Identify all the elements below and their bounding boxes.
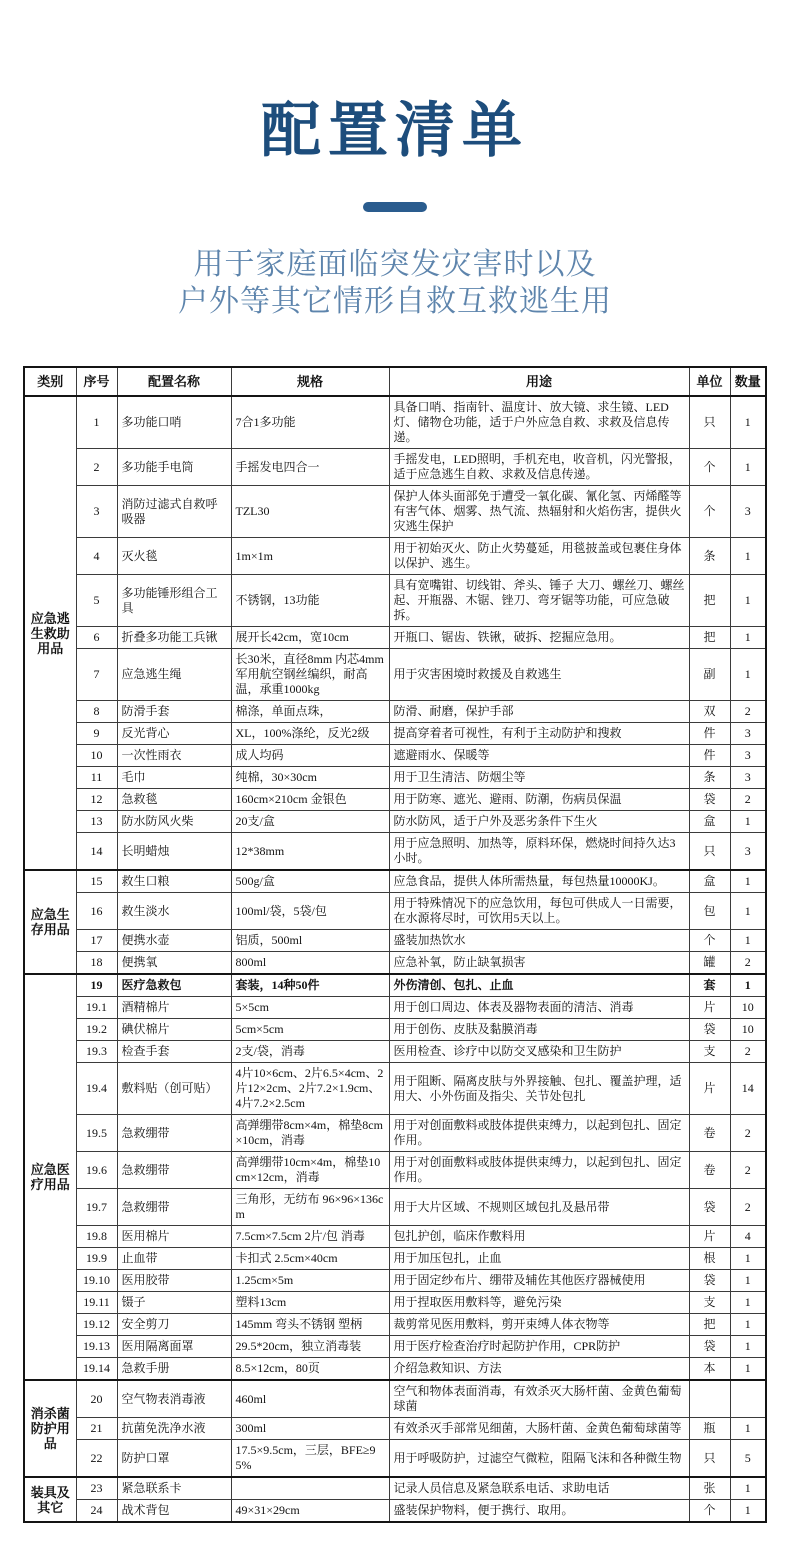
- cell-number: 19.8: [76, 1226, 117, 1248]
- cell-unit: 只: [689, 1440, 730, 1478]
- cell-unit: 袋: [689, 1019, 730, 1041]
- cell-item-name: 医疗急救包: [117, 974, 231, 997]
- cell-unit: 袋: [689, 1270, 730, 1292]
- cell-spec: 不锈钢，13功能: [231, 575, 389, 627]
- cell-purpose: 防水防风，适于户外及恶劣条件下生火: [389, 811, 689, 833]
- cell-quantity: 14: [730, 1063, 766, 1115]
- cell-purpose: 用于卫生清洁、防烟尘等: [389, 767, 689, 789]
- table-row: [24, 1115, 766, 1152]
- cell-spec: 100ml/袋，5袋/包: [231, 893, 389, 930]
- cell-spec: 套装，14种50件: [231, 974, 389, 997]
- cell-purpose: 用于对创面敷料或肢体提供束缚力，以起到包扎、固定作用。: [389, 1152, 689, 1189]
- category-cell: 装具及其它: [24, 1477, 76, 1522]
- cell-spec: 手摇发电四合一: [231, 449, 389, 486]
- cell-unit: 支: [689, 1041, 730, 1063]
- cell-purpose: 防滑、耐磨，保护手部: [389, 701, 689, 723]
- cell-spec: 460ml: [231, 1380, 389, 1418]
- cell-item-name: 医用棉片: [117, 1226, 231, 1248]
- table-row: [24, 486, 766, 538]
- cell-unit: 个: [689, 1500, 730, 1523]
- cell-item-name: 空气物表消毒液: [117, 1380, 231, 1418]
- cell-item-name: 毛巾: [117, 767, 231, 789]
- table-row: [24, 1418, 766, 1440]
- cell-unit: 盒: [689, 870, 730, 893]
- cell-item-name: 折叠多功能工兵锹: [117, 627, 231, 649]
- cell-number: 19.1: [76, 997, 117, 1019]
- cell-number: 18: [76, 952, 117, 975]
- cell-quantity: 1: [730, 575, 766, 627]
- cell-purpose: 包扎护创，临床作敷料用: [389, 1226, 689, 1248]
- cell-number: 2: [76, 449, 117, 486]
- cell-item-name: 急救绷带: [117, 1152, 231, 1189]
- table-row: [24, 811, 766, 833]
- table-row: [24, 1440, 766, 1478]
- cell-unit: 双: [689, 701, 730, 723]
- table-row: [24, 974, 766, 997]
- cell-spec: 49×31×29cm: [231, 1500, 389, 1523]
- cell-unit: 罐: [689, 952, 730, 975]
- header-section: [0, 0, 790, 320]
- cell-quantity: 2: [730, 789, 766, 811]
- cell-unit: 袋: [689, 1189, 730, 1226]
- table-row: [24, 930, 766, 952]
- cell-quantity: 2: [730, 1115, 766, 1152]
- cell-item-name: 防护口罩: [117, 1440, 231, 1478]
- cell-purpose: 盛装保护物料，便于携行、取用。: [389, 1500, 689, 1523]
- cell-item-name: 防滑手套: [117, 701, 231, 723]
- cell-item-name: 便携氧: [117, 952, 231, 975]
- cell-purpose: 保护人体头面部免于遭受一氧化碳、氰化氢、丙烯醛等有害气体、烟雾、热气流、热辐射和火焰伤害，提供火灾逃生保护: [389, 486, 689, 538]
- cell-item-name: 急救毯: [117, 789, 231, 811]
- cell-number: 19.11: [76, 1292, 117, 1314]
- cell-number: 11: [76, 767, 117, 789]
- cell-unit: 卷: [689, 1152, 730, 1189]
- cell-unit: 盒: [689, 811, 730, 833]
- cell-number: 13: [76, 811, 117, 833]
- cell-item-name: 多功能口哨: [117, 396, 231, 449]
- cell-unit: 袋: [689, 789, 730, 811]
- cell-purpose: 应急食品，提供人体所需热量，每包热量10000KJ。: [389, 870, 689, 893]
- cell-unit: 支: [689, 1292, 730, 1314]
- cell-purpose: 用于捏取医用敷料等，避免污染: [389, 1292, 689, 1314]
- cell-spec: XL，100%涤纶，反光2级: [231, 723, 389, 745]
- column-header-5: 用途: [389, 367, 689, 396]
- cell-purpose: 介绍急救知识、方法: [389, 1358, 689, 1381]
- cell-spec: TZL30: [231, 486, 389, 538]
- cell-number: 19.4: [76, 1063, 117, 1115]
- cell-purpose: 用于固定纱布片、绷带及辅佐其他医疗器械使用: [389, 1270, 689, 1292]
- cell-number: 19.13: [76, 1336, 117, 1358]
- table-row: [24, 701, 766, 723]
- cell-purpose: 手摇发电，LED照明，手机充电，收音机，闪光警报，适于应急逃生自救、求救及信息传递。: [389, 449, 689, 486]
- cell-quantity: 4: [730, 1226, 766, 1248]
- title-divider: [363, 202, 427, 212]
- cell-purpose: 医用检查、诊疗中以防交叉感染和卫生防护: [389, 1041, 689, 1063]
- cell-number: 21: [76, 1418, 117, 1440]
- cell-number: 3: [76, 486, 117, 538]
- cell-spec: 20支/盒: [231, 811, 389, 833]
- cell-purpose: 盛装加热饮水: [389, 930, 689, 952]
- cell-unit: 袋: [689, 1336, 730, 1358]
- cell-unit: 个: [689, 449, 730, 486]
- cell-quantity: 3: [730, 745, 766, 767]
- cell-spec: 300ml: [231, 1418, 389, 1440]
- cell-quantity: 2: [730, 952, 766, 975]
- cell-spec: [231, 1477, 389, 1500]
- table-header-row: [24, 367, 766, 396]
- cell-item-name: 止血带: [117, 1248, 231, 1270]
- table-row: [24, 1292, 766, 1314]
- cell-item-name: 医用胶带: [117, 1270, 231, 1292]
- table-row: [24, 1248, 766, 1270]
- cell-quantity: 1: [730, 649, 766, 701]
- cell-quantity: 1: [730, 1500, 766, 1523]
- table-row: [24, 1041, 766, 1063]
- cell-purpose: 记录人员信息及紧急联系电话、求助电话: [389, 1477, 689, 1500]
- cell-item-name: 急救绷带: [117, 1189, 231, 1226]
- cell-unit: 包: [689, 893, 730, 930]
- cell-quantity: 1: [730, 1358, 766, 1381]
- cell-purpose: 用于阻断、隔离皮肤与外界接触、包扎、覆盖护理，适用大、小外伤面及指尖、关节处包扎: [389, 1063, 689, 1115]
- cell-item-name: 安全剪刀: [117, 1314, 231, 1336]
- cell-item-name: 救生口粮: [117, 870, 231, 893]
- cell-number: 19.14: [76, 1358, 117, 1381]
- cell-item-name: 一次性雨衣: [117, 745, 231, 767]
- cell-unit: 根: [689, 1248, 730, 1270]
- cell-spec: 棉涤，单面点珠，: [231, 701, 389, 723]
- cell-spec: 长30米，直径8mm 内芯4mm军用航空钢丝编织，耐高温，承重1000kg: [231, 649, 389, 701]
- cell-purpose: 用于对创面敷料或肢体提供束缚力，以起到包扎、固定作用。: [389, 1115, 689, 1152]
- cell-purpose: 开瓶口、锯齿、铁锹，破拆、挖掘应急用。: [389, 627, 689, 649]
- table-row: [24, 1063, 766, 1115]
- cell-quantity: 1: [730, 1477, 766, 1500]
- cell-quantity: 1: [730, 930, 766, 952]
- column-header-3: 配置名称: [117, 367, 231, 396]
- cell-unit: 瓶: [689, 1418, 730, 1440]
- cell-quantity: 1: [730, 538, 766, 575]
- cell-item-name: 紧急联系卡: [117, 1477, 231, 1500]
- cell-quantity: 5: [730, 1440, 766, 1478]
- cell-number: 24: [76, 1500, 117, 1523]
- cell-item-name: 防水防风火柴: [117, 811, 231, 833]
- table-row: [24, 1226, 766, 1248]
- cell-spec: 145mm 弯头不锈钢 塑柄: [231, 1314, 389, 1336]
- cell-number: 8: [76, 701, 117, 723]
- category-cell: 应急生存用品: [24, 870, 76, 974]
- cell-item-name: 反光背心: [117, 723, 231, 745]
- cell-number: 23: [76, 1477, 117, 1500]
- cell-spec: 1.25cm×5m: [231, 1270, 389, 1292]
- table-row: [24, 1500, 766, 1523]
- table-row: [24, 870, 766, 893]
- cell-quantity: 1: [730, 449, 766, 486]
- cell-number: 19.6: [76, 1152, 117, 1189]
- table-row: [24, 1314, 766, 1336]
- cell-quantity: 1: [730, 1314, 766, 1336]
- cell-purpose: 用于灾害困境时救援及自救逃生: [389, 649, 689, 701]
- cell-number: 19.7: [76, 1189, 117, 1226]
- cell-number: 10: [76, 745, 117, 767]
- cell-quantity: 1: [730, 974, 766, 997]
- cell-number: 19.2: [76, 1019, 117, 1041]
- column-header-7: 数量: [730, 367, 766, 396]
- cell-purpose: 空气和物体表面消毒，有效杀灭大肠杆菌、金黄色葡萄球菌: [389, 1380, 689, 1418]
- cell-spec: 160cm×210cm 金银色: [231, 789, 389, 811]
- cell-unit: 片: [689, 997, 730, 1019]
- cell-spec: 展开长42cm，宽10cm: [231, 627, 389, 649]
- cell-spec: 卡扣式 2.5cm×40cm: [231, 1248, 389, 1270]
- cell-spec: 7合1多功能: [231, 396, 389, 449]
- cell-purpose: 有效杀灭手部常见细菌，大肠杆菌、金黄色葡萄球菌等: [389, 1418, 689, 1440]
- table-row: [24, 745, 766, 767]
- cell-spec: 5cm×5cm: [231, 1019, 389, 1041]
- cell-purpose: 具备口哨、指南针、温度计、放大镜、求生镜、LED灯、储物仓功能，适于户外应急自救、求救及信息传递。: [389, 396, 689, 449]
- cell-unit: 片: [689, 1063, 730, 1115]
- cell-quantity: 2: [730, 1041, 766, 1063]
- cell-unit: 只: [689, 396, 730, 449]
- cell-purpose: 外伤清创、包扎、止血: [389, 974, 689, 997]
- table-row: [24, 1270, 766, 1292]
- cell-item-name: 急救绷带: [117, 1115, 231, 1152]
- cell-item-name: 多功能手电筒: [117, 449, 231, 486]
- cell-purpose: 遮避雨水、保暖等: [389, 745, 689, 767]
- cell-item-name: 长明蜡烛: [117, 833, 231, 871]
- cell-spec: 4片10×6cm、2片6.5×4cm、2片12×2cm、2片7.2×1.9cm、4片7.2×2.5cm: [231, 1063, 389, 1115]
- cell-spec: 2支/袋，消毒: [231, 1041, 389, 1063]
- table-row: [24, 1380, 766, 1418]
- cell-unit: 把: [689, 1314, 730, 1336]
- cell-spec: 7.5cm×7.5cm 2片/包 消毒: [231, 1226, 389, 1248]
- column-header-6: 单位: [689, 367, 730, 396]
- category-cell: 消杀菌防护用品: [24, 1380, 76, 1477]
- category-cell: 应急逃生救助用品: [24, 396, 76, 870]
- table-row: [24, 893, 766, 930]
- cell-unit: 把: [689, 575, 730, 627]
- cell-purpose: 裁剪常见医用敷料，剪开束缚人体衣物等: [389, 1314, 689, 1336]
- cell-quantity: 10: [730, 1019, 766, 1041]
- table-row: [24, 1336, 766, 1358]
- cell-unit: 只: [689, 833, 730, 871]
- table-body: [24, 396, 766, 1522]
- cell-item-name: 医用隔离面罩: [117, 1336, 231, 1358]
- page-title: 配置清单: [261, 97, 529, 164]
- cell-quantity: 1: [730, 893, 766, 930]
- cell-number: 1: [76, 396, 117, 449]
- cell-number: 16: [76, 893, 117, 930]
- cell-number: 19: [76, 974, 117, 997]
- cell-purpose: 用于大片区域、不规则区域包扎及悬吊带: [389, 1189, 689, 1226]
- cell-quantity: 10: [730, 997, 766, 1019]
- cell-quantity: 1: [730, 1336, 766, 1358]
- cell-purpose: 用于医疗检查治疗时起防护作用，CPR防护: [389, 1336, 689, 1358]
- cell-quantity: 2: [730, 1152, 766, 1189]
- cell-purpose: 用于创口周边、体表及器物表面的清洁、消毒: [389, 997, 689, 1019]
- cell-number: 19.5: [76, 1115, 117, 1152]
- cell-purpose: 提高穿着者可视性，有利于主动防护和搜救: [389, 723, 689, 745]
- category-cell: 应急医疗用品: [24, 974, 76, 1380]
- cell-item-name: 战术背包: [117, 1500, 231, 1523]
- cell-quantity: 3: [730, 486, 766, 538]
- cell-number: 7: [76, 649, 117, 701]
- cell-purpose: 应急补氧，防止缺氧损害: [389, 952, 689, 975]
- cell-item-name: 灭火毯: [117, 538, 231, 575]
- table-row: [24, 449, 766, 486]
- cell-spec: 纯棉，30×30cm: [231, 767, 389, 789]
- cell-quantity: 1: [730, 870, 766, 893]
- cell-number: 19.9: [76, 1248, 117, 1270]
- cell-spec: 29.5*20cm，独立消毒装: [231, 1336, 389, 1358]
- column-header-4: 规格: [231, 367, 389, 396]
- cell-purpose: 用于创伤、皮肤及黏膜消毒: [389, 1019, 689, 1041]
- cell-purpose: 用于防寒、遮光、避雨、防潮，伤病员保温: [389, 789, 689, 811]
- cell-item-name: 急救手册: [117, 1358, 231, 1381]
- cell-unit: 本: [689, 1358, 730, 1381]
- cell-spec: 1m×1m: [231, 538, 389, 575]
- cell-item-name: 敷料贴（创可贴）: [117, 1063, 231, 1115]
- cell-spec: 高弹绷带10cm×4m，棉垫10cm×12cm，消毒: [231, 1152, 389, 1189]
- cell-item-name: 抗菌免洗净水液: [117, 1418, 231, 1440]
- table-row: [24, 627, 766, 649]
- cell-unit: 把: [689, 627, 730, 649]
- cell-unit: 件: [689, 745, 730, 767]
- table-row: [24, 1477, 766, 1500]
- cell-purpose: 用于加压包扎，止血: [389, 1248, 689, 1270]
- column-header-1: 类别: [24, 367, 76, 396]
- cell-number: 9: [76, 723, 117, 745]
- cell-quantity: 3: [730, 833, 766, 871]
- cell-item-name: 酒精棉片: [117, 997, 231, 1019]
- cell-quantity: 2: [730, 1189, 766, 1226]
- cell-spec: 高弹绷带8cm×4m，棉垫8cm×10cm，消毒: [231, 1115, 389, 1152]
- cell-number: 4: [76, 538, 117, 575]
- cell-quantity: 1: [730, 1270, 766, 1292]
- cell-spec: 12*38mm: [231, 833, 389, 871]
- cell-spec: 8.5×12cm，80页: [231, 1358, 389, 1381]
- table-row: [24, 1152, 766, 1189]
- table-row: [24, 538, 766, 575]
- cell-item-name: 应急逃生绳: [117, 649, 231, 701]
- cell-unit: [689, 1380, 730, 1418]
- cell-item-name: 多功能锤形组合工具: [117, 575, 231, 627]
- cell-unit: 套: [689, 974, 730, 997]
- cell-unit: 副: [689, 649, 730, 701]
- cell-spec: 5×5cm: [231, 997, 389, 1019]
- cell-quantity: 1: [730, 1292, 766, 1314]
- cell-unit: 个: [689, 930, 730, 952]
- table-row: [24, 723, 766, 745]
- cell-spec: 铝质，500ml: [231, 930, 389, 952]
- subtitle-line-1: 用于家庭面临突发灾害时以及: [193, 248, 597, 281]
- table-row: [24, 789, 766, 811]
- cell-unit: 片: [689, 1226, 730, 1248]
- table-row: [24, 575, 766, 627]
- cell-quantity: 3: [730, 723, 766, 745]
- cell-item-name: 消防过滤式自救呼吸器: [117, 486, 231, 538]
- cell-purpose: 用于初始灭火、防止火势蔓延，用毯披盖或包裹住身体以保护、逃生。: [389, 538, 689, 575]
- table-row: [24, 833, 766, 871]
- cell-quantity: 1: [730, 1418, 766, 1440]
- page-subtitle: [0, 246, 790, 320]
- cell-unit: 张: [689, 1477, 730, 1500]
- cell-spec: 成人均码: [231, 745, 389, 767]
- cell-quantity: 1: [730, 811, 766, 833]
- cell-number: 15: [76, 870, 117, 893]
- cell-quantity: 2: [730, 701, 766, 723]
- table-row: [24, 997, 766, 1019]
- cell-number: 17: [76, 930, 117, 952]
- cell-quantity: 1: [730, 396, 766, 449]
- cell-purpose: 用于呼吸防护，过滤空气微粒，阻隔飞沫和各种微生物: [389, 1440, 689, 1478]
- cell-purpose: 用于应急照明、加热等，原料环保，燃烧时间持久达3小时。: [389, 833, 689, 871]
- table-row: [24, 1358, 766, 1381]
- cell-number: 12: [76, 789, 117, 811]
- cell-item-name: 救生淡水: [117, 893, 231, 930]
- table-row: [24, 1019, 766, 1041]
- table-row: [24, 649, 766, 701]
- cell-quantity: 1: [730, 627, 766, 649]
- config-list-table: [23, 366, 767, 1523]
- cell-spec: 塑料13cm: [231, 1292, 389, 1314]
- cell-unit: 条: [689, 538, 730, 575]
- cell-item-name: 碘伏棉片: [117, 1019, 231, 1041]
- cell-unit: 个: [689, 486, 730, 538]
- cell-number: 22: [76, 1440, 117, 1478]
- cell-number: 6: [76, 627, 117, 649]
- cell-spec: 500g/盒: [231, 870, 389, 893]
- cell-quantity: 1: [730, 1248, 766, 1270]
- cell-unit: 卷: [689, 1115, 730, 1152]
- cell-quantity: [730, 1380, 766, 1418]
- cell-number: 19.12: [76, 1314, 117, 1336]
- cell-spec: 三角形，无纺布 96×96×136cm: [231, 1189, 389, 1226]
- cell-purpose: 具有宽嘴钳、切线钳、斧头、锤子 大刀、螺丝刀、螺丝起、开瓶器、木锯、锉刀、弯牙锯等功能，可应急破拆。: [389, 575, 689, 627]
- subtitle-line-2: 户外等其它情形自救互救逃生用: [178, 285, 612, 318]
- table-row: [24, 952, 766, 975]
- cell-spec: 17.5×9.5cm，三层，BFE≥95%: [231, 1440, 389, 1478]
- cell-item-name: 便携水壶: [117, 930, 231, 952]
- cell-unit: 条: [689, 767, 730, 789]
- cell-number: 14: [76, 833, 117, 871]
- table-row: [24, 1189, 766, 1226]
- cell-unit: 件: [689, 723, 730, 745]
- table-row: [24, 767, 766, 789]
- table-row: [24, 396, 766, 449]
- cell-item-name: 检查手套: [117, 1041, 231, 1063]
- cell-quantity: 3: [730, 767, 766, 789]
- cell-spec: 800ml: [231, 952, 389, 975]
- cell-number: 19.10: [76, 1270, 117, 1292]
- cell-number: 5: [76, 575, 117, 627]
- cell-item-name: 镊子: [117, 1292, 231, 1314]
- cell-number: 19.3: [76, 1041, 117, 1063]
- column-header-2: 序号: [76, 367, 117, 396]
- cell-number: 20: [76, 1380, 117, 1418]
- cell-purpose: 用于特殊情况下的应急饮用，每包可供成人一日需要，在水源将尽时，可饮用5天以上。: [389, 893, 689, 930]
